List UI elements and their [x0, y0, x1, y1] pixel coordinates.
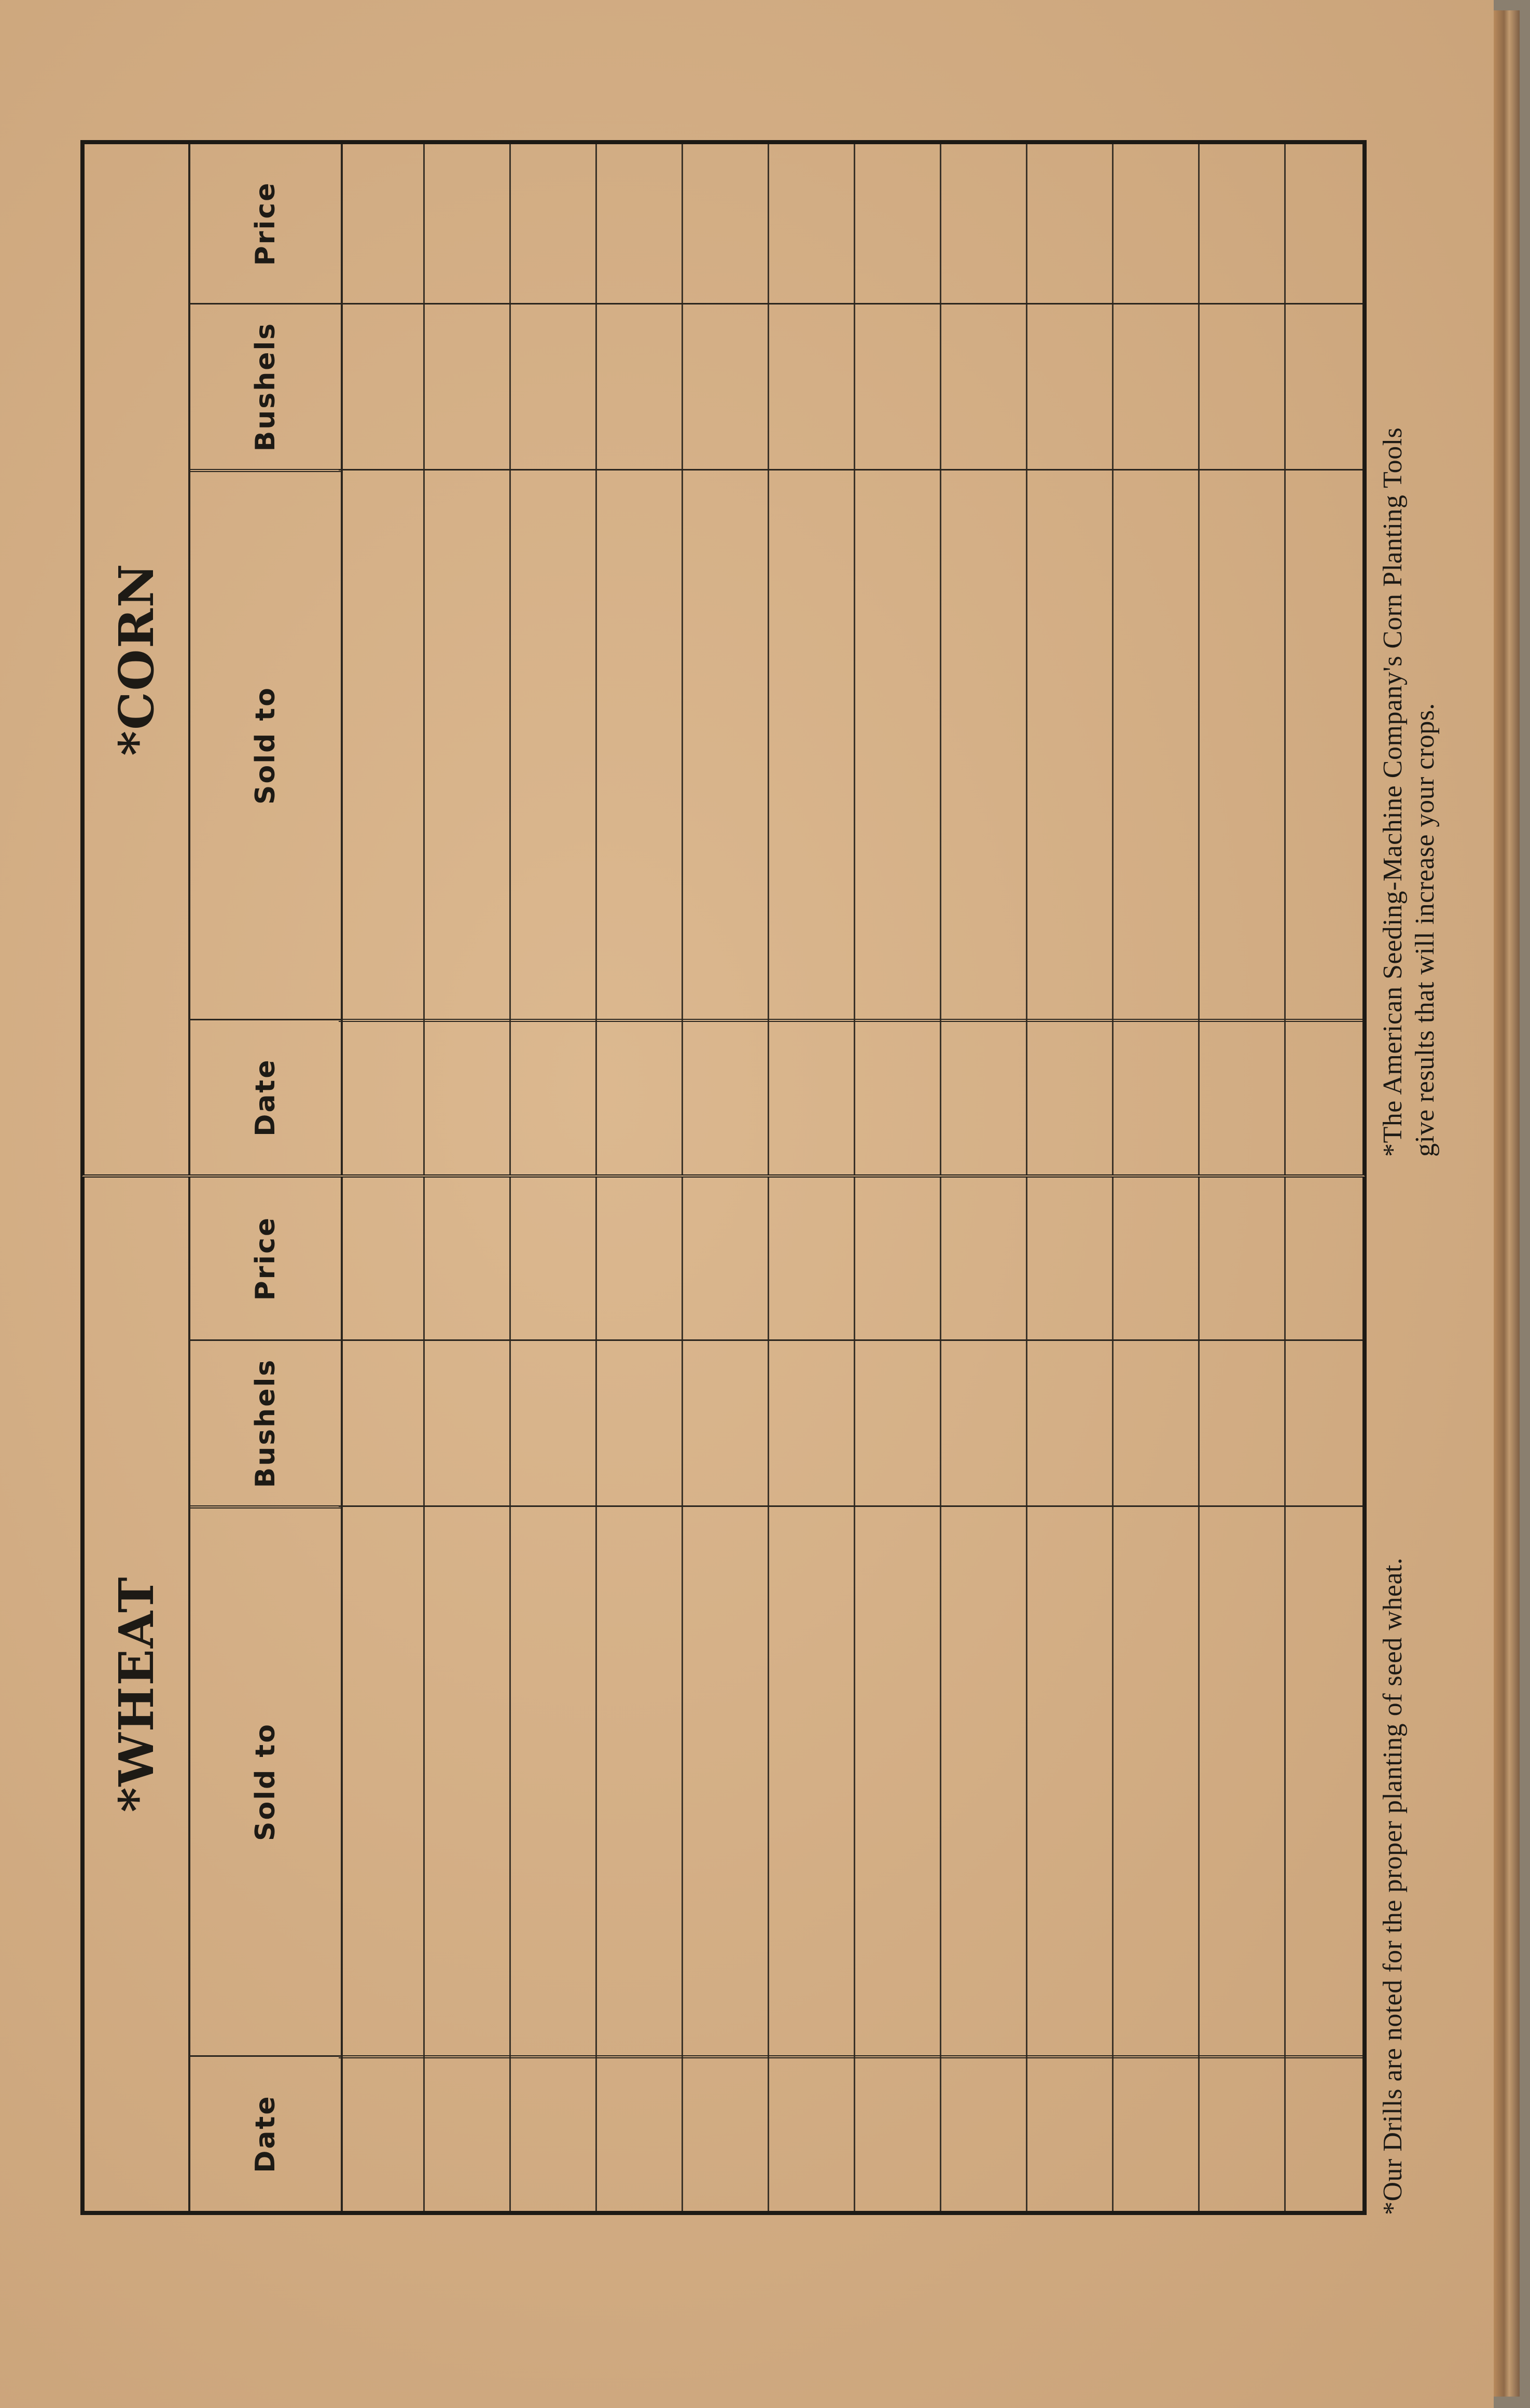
- corn-date-column[interactable]: [339, 1019, 1362, 1174]
- corn-footnote-line-1: *The American Seeding-Machine Company's Corn Planting Tools: [1378, 427, 1408, 1157]
- wheat-sold-to-column[interactable]: [339, 1505, 1362, 2055]
- corn-bushels-column[interactable]: [339, 303, 1362, 469]
- wheat-date-column[interactable]: [339, 2055, 1362, 2211]
- corn-title: *CORN: [108, 562, 164, 756]
- wheat-footnote: *Our Drills are noted for the proper planting of seed wheat.: [1378, 1557, 1408, 2215]
- corn-sold-to-header: Sold to: [190, 469, 341, 1019]
- wheat-table: [80, 1178, 1367, 2215]
- corn-footnote: [1377, 119, 1441, 1157]
- page-edge: [1494, 10, 1520, 2397]
- corn-entry-rows: [339, 144, 1362, 1174]
- wheat-bushels-header: Bushels: [190, 1339, 341, 1505]
- ledger-tables: [80, 140, 1450, 2215]
- wheat-date-header: Date: [190, 2055, 341, 2211]
- wheat-sold-to-header: Sold to: [190, 1505, 341, 2055]
- wheat-entry-rows: [339, 1178, 1362, 2211]
- wheat-header-row: [188, 1178, 343, 2211]
- wheat-price-header: Price: [250, 1216, 281, 1301]
- corn-date-header: Date: [190, 1019, 341, 1174]
- corn-bushels-header: Bushels: [190, 303, 341, 469]
- corn-sold-to-column[interactable]: [339, 469, 1362, 1019]
- corn-price-column[interactable]: [339, 144, 1362, 303]
- corn-header-row: [188, 144, 343, 1174]
- corn-table: [80, 140, 1367, 1178]
- corn-footnote-line-2: give results that will increase your crops.: [1410, 703, 1440, 1157]
- wheat-title: *WHEAT: [108, 1576, 164, 1812]
- wheat-bushels-column[interactable]: [339, 1339, 1362, 1505]
- corn-price-header: Price: [250, 181, 281, 266]
- wheat-price-column[interactable]: [339, 1178, 1362, 1339]
